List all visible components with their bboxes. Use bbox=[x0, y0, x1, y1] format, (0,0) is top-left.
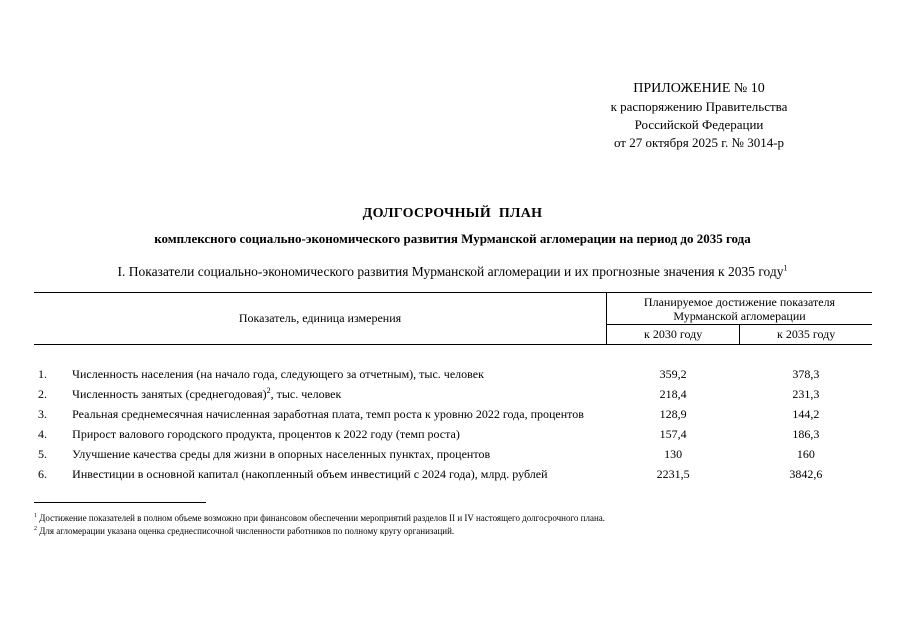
appendix-number: ПРИЛОЖЕНИЕ № 10 bbox=[633, 81, 765, 96]
row-value-2035: 3842,6 bbox=[789, 467, 823, 481]
row-value-2035: 378,3 bbox=[792, 367, 820, 381]
row-number: 6. bbox=[38, 467, 47, 481]
table-row bbox=[34, 465, 872, 485]
row-indicator bbox=[72, 385, 606, 405]
row-number: 5. bbox=[38, 447, 47, 461]
table-spacer bbox=[34, 345, 872, 366]
row-number: 2. bbox=[38, 387, 47, 401]
row-indicator bbox=[72, 425, 606, 445]
row-number: 4. bbox=[38, 427, 47, 441]
row-indicator-text: Инвестиции в основной капитал (накопленный объем инвестиций с 2024 года), млрд. рублей bbox=[72, 467, 548, 481]
table-row bbox=[34, 425, 872, 445]
header-planned bbox=[607, 293, 873, 325]
footnote-2 bbox=[34, 525, 605, 538]
row-value-2030: 2231,5 bbox=[656, 467, 690, 481]
header-indicator: Показатель, единица измерения bbox=[34, 293, 607, 345]
table-body bbox=[34, 345, 872, 486]
document-subtitle: комплексного социально-экономического развития Мурманской агломерации на период до 2035 года bbox=[154, 231, 751, 246]
table-row bbox=[34, 365, 872, 385]
footnote-2-mark: 2 bbox=[34, 526, 37, 532]
row-indicator bbox=[72, 365, 606, 385]
row-indicator-text: Численность занятых (среднегодовая) bbox=[72, 387, 267, 401]
header-2030: к 2030 году bbox=[607, 325, 740, 345]
table-row bbox=[34, 405, 872, 425]
appendix-line-2: Российской Федерации bbox=[634, 117, 764, 132]
section-footnote-mark: 1 bbox=[783, 263, 788, 273]
row-value-2035: 231,3 bbox=[792, 387, 820, 401]
indicators-table bbox=[34, 292, 872, 485]
row-indicator bbox=[72, 465, 606, 485]
appendix-line-1: к распоряжению Правительства bbox=[610, 99, 788, 114]
appendix-line-3: от 27 октября 2025 г. № 3014-р bbox=[613, 135, 785, 150]
row-indicator-text: Численность населения (на начало года, следующего за отчетным), тыс. человек bbox=[72, 367, 484, 381]
row-indicator-text: Прирост валового городского продукта, процентов к 2022 году (темп роста) bbox=[72, 427, 460, 441]
footnotes bbox=[34, 512, 605, 538]
appendix-block bbox=[539, 80, 859, 152]
row-value-2030: 130 bbox=[664, 447, 683, 461]
row-value-2030: 218,4 bbox=[659, 387, 687, 401]
table-row bbox=[34, 445, 872, 465]
footnote-1-mark: 1 bbox=[34, 513, 37, 519]
row-indicator bbox=[72, 445, 606, 465]
footnote-2-text: Для агломерации указана оценка среднесписочной численности работников по полному кругу организаций. bbox=[39, 526, 455, 536]
header-planned-line-2: Мурманской агломерации bbox=[673, 309, 806, 323]
section-title-text: I. Показатели социально-экономического развития Мурманской агломерации и их прогнозные значения к 2035 году bbox=[117, 264, 784, 279]
section-title bbox=[0, 264, 905, 280]
row-number: 1. bbox=[38, 367, 47, 381]
table-row bbox=[34, 385, 872, 405]
header-planned-line-1: Планируемое достижение показателя bbox=[643, 295, 836, 309]
row-value-2030: 157,4 bbox=[659, 427, 687, 441]
row-indicator-text: Улучшение качества среды для жизни в опорных населенных пунктах, процентов bbox=[72, 447, 491, 461]
row-indicator bbox=[72, 405, 606, 425]
row-indicator-text: Реальная среднемесячная начисленная заработная плата, темп роста к уровню 2022 года, процентов bbox=[72, 407, 584, 421]
row-value-2035: 144,2 bbox=[792, 407, 820, 421]
row-footnote-mark: 2 bbox=[266, 386, 271, 395]
header-2035: к 2035 году bbox=[740, 325, 872, 345]
row-value-2035: 186,3 bbox=[792, 427, 820, 441]
row-value-2030: 359,2 bbox=[659, 367, 687, 381]
row-value-2035: 160 bbox=[796, 447, 815, 461]
row-indicator-tail: , тыс. человек bbox=[270, 387, 342, 401]
row-number: 3. bbox=[38, 407, 47, 421]
footnote-divider bbox=[34, 502, 206, 503]
footnote-1 bbox=[34, 512, 605, 525]
document-title: ДОЛГОСРОЧНЫЙ ПЛАН bbox=[362, 206, 543, 221]
footnote-1-text: Достижение показателей в полном объеме возможно при финансовом обеспечении мероприятий разделов II и IV настоящего долгосрочного плана. bbox=[39, 513, 606, 523]
row-value-2030: 128,9 bbox=[659, 407, 687, 421]
